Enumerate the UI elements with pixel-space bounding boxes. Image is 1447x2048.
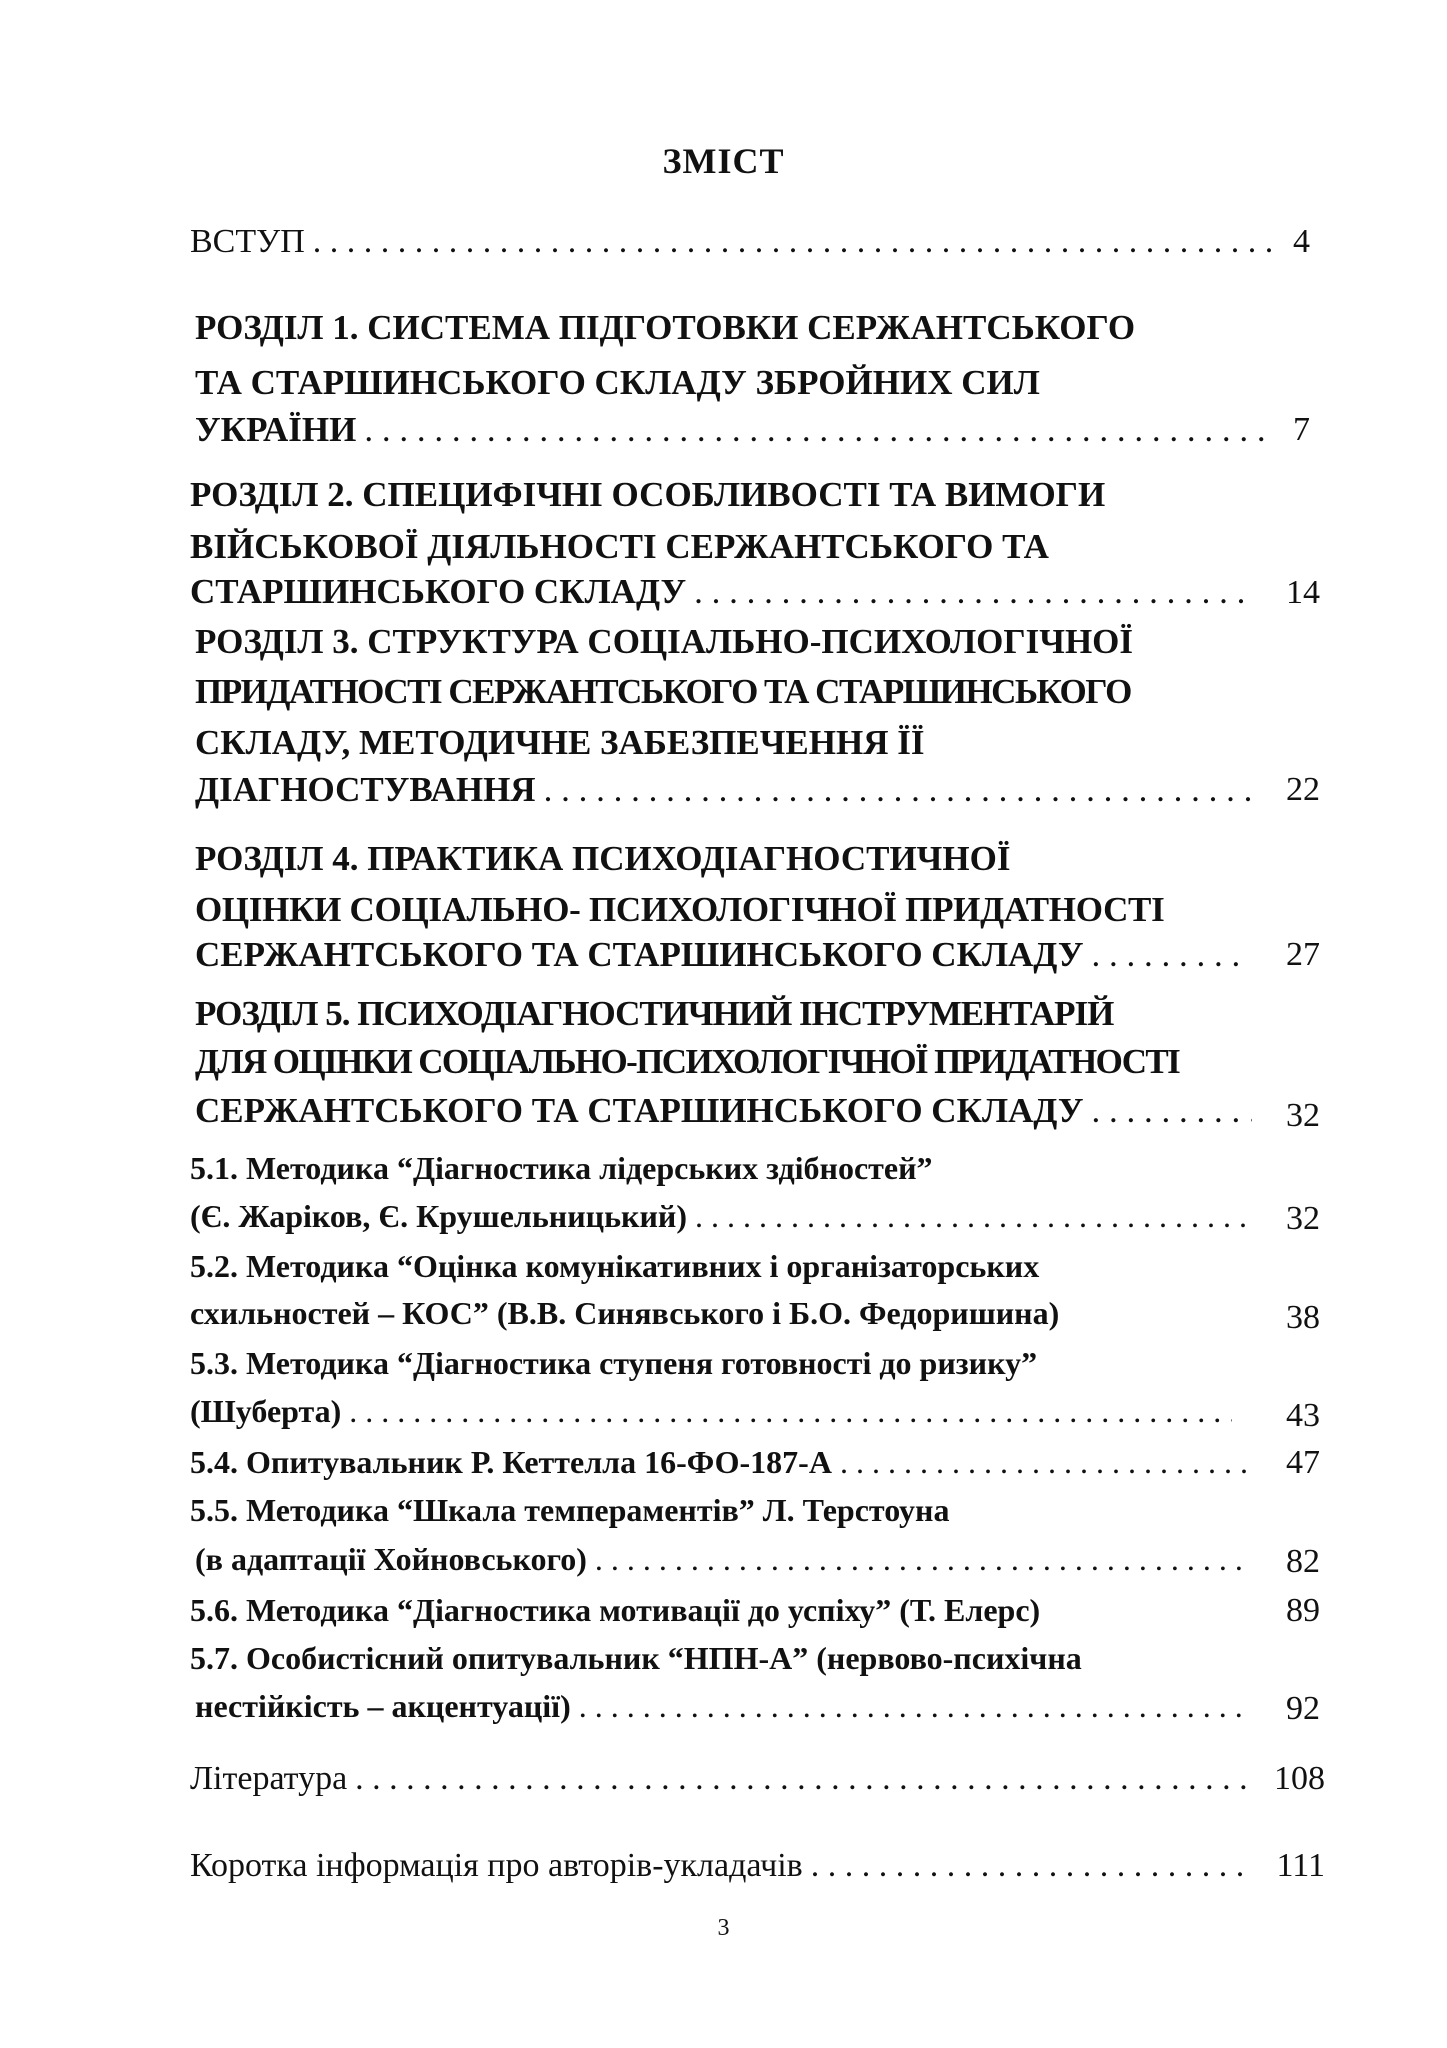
toc-entry-line [195, 935, 1255, 981]
toc-title: ЗМІСТ [662, 141, 785, 181]
dot-leader [695, 1198, 1247, 1235]
toc-entry-label: 5.2. Методика “Оцінка комунікативних і організаторських [190, 1248, 1040, 1284]
page-number: 3 [717, 1915, 730, 1941]
toc-entry-line [195, 1688, 1255, 1734]
dot-leader [349, 1393, 1232, 1430]
toc-page-number: 4 [1293, 223, 1310, 260]
dot-leader [811, 1847, 1252, 1885]
toc-entry-label: СКЛАДУ, МЕТОДИЧНЕ ЗАБЕЗПЕЧЕННЯ ЇЇ [195, 723, 925, 762]
toc-entry-5-5[interactable] [190, 1492, 949, 1538]
toc-page-number: 32 [1286, 1200, 1320, 1237]
toc-entry-line [195, 1091, 1260, 1137]
toc-page-number: 82 [1286, 1543, 1320, 1580]
toc-page-number: 108 [1274, 1760, 1325, 1797]
toc-entry-label: РОЗДІЛ 4. ПРАКТИКА ПСИХОДІАГНОСТИЧНОЇ [195, 839, 1011, 878]
dot-leader [364, 410, 1272, 450]
toc-page-number: 111 [1276, 1847, 1325, 1884]
dot-leader [544, 770, 1252, 810]
toc-entry-line [190, 1198, 1255, 1244]
toc-entry-label: ТА СТАРШИНСЬКОГО СКЛАДУ ЗБРОЙНИХ СИЛ [195, 363, 1040, 402]
toc-entry-label: ДІАГНОСТУВАННЯ [195, 770, 536, 809]
toc-entry-label: РОЗДІЛ 1. СИСТЕМА ПІДГОТОВКИ СЕРЖАНТСЬКОГО [195, 308, 1136, 347]
toc-entry-5-4[interactable] [190, 1444, 1255, 1490]
toc-entry-label: 5.6. Методика “Діагностика мотивації до успіху” (Т. Елерс) [190, 1592, 1041, 1628]
toc-entry-chapter-2[interactable] [190, 475, 1105, 521]
toc-page-number: 38 [1286, 1299, 1320, 1336]
toc-page-number: 47 [1286, 1444, 1320, 1481]
toc-entry-intro[interactable] [190, 223, 1280, 269]
dot-leader [313, 223, 1272, 261]
toc-entry-chapter-3[interactable] [195, 622, 1133, 668]
toc-entry-5-6[interactable] [190, 1592, 1040, 1638]
toc-entry-line [195, 1541, 1255, 1587]
toc-entry-label: (Є. Жаріков, Є. Крушельницький) [190, 1198, 687, 1234]
toc-page-number: 89 [1286, 1592, 1320, 1629]
toc-entry-line [195, 410, 1280, 456]
toc-entry-line [190, 1393, 1240, 1439]
toc-entry-label: Література [190, 1760, 348, 1797]
toc-entry-line [195, 1042, 1179, 1088]
dot-leader [595, 1541, 1247, 1578]
toc-entry-label: СЕРЖАНТСЬКОГО ТА СТАРШИНСЬКОГО СКЛАДУ [195, 1091, 1084, 1130]
toc-entry-5-2[interactable] [190, 1248, 1039, 1294]
toc-entry-label: УКРАЇНИ [195, 410, 357, 449]
toc-entry-line [190, 527, 1049, 573]
toc-entry-label: 5.7. Особистісний опитувальник “НПН-А” (нервово-психічна [190, 1640, 1082, 1676]
toc-entry-label: РОЗДІЛ 3. СТРУКТУРА СОЦІАЛЬНО-ПСИХОЛОГІЧНОЇ [195, 622, 1134, 661]
toc-entry-label: нестійкість – акцентуації) [195, 1688, 571, 1724]
dot-leader [579, 1688, 1247, 1725]
toc-entry-chapter-5[interactable] [195, 994, 1113, 1040]
toc-entry-label: РОЗДІЛ 5. ПСИХОДІАГНОСТИЧНИЙ ІНСТРУМЕНТАРІЙ [195, 994, 1114, 1033]
toc-entry-label: схильностей – КОС” (В.В. Синявського і Б.О. Федоришина) [190, 1295, 1060, 1331]
toc-entry-authors[interactable] [190, 1847, 1260, 1893]
dot-leader [694, 572, 1252, 612]
toc-entry-label: 5.5. Методика “Шкала темпераментів” Л. Терстоуна [190, 1492, 950, 1528]
dot-leader [1092, 935, 1247, 975]
toc-entry-line [190, 572, 1260, 618]
dot-leader [355, 1760, 1252, 1798]
toc-page-number: 43 [1286, 1397, 1320, 1434]
toc-page-number: 32 [1286, 1097, 1320, 1134]
toc-entry-line [195, 890, 1164, 936]
toc-entry-chapter-1[interactable] [195, 308, 1135, 354]
dot-leader [840, 1444, 1247, 1481]
toc-entry-label: ПРИДАТНОСТІ СЕРЖАНТСЬКОГО ТА СТАРШИНСЬКОГО [195, 672, 1131, 711]
toc-page-number: 14 [1286, 574, 1320, 611]
toc-entry-label: ВСТУП [190, 223, 305, 260]
toc-page-number: 7 [1293, 411, 1310, 448]
toc-entry-label: (Шуберта) [190, 1393, 342, 1429]
toc-entry-line [195, 672, 1131, 718]
toc-page-number: 92 [1286, 1690, 1320, 1727]
toc-page-number: 27 [1286, 936, 1320, 973]
toc-entry-label: СЕРЖАНТСЬКОГО ТА СТАРШИНСЬКОГО СКЛАДУ [195, 935, 1084, 974]
toc-entry-label: ДЛЯ ОЦІНКИ СОЦІАЛЬНО-ПСИХОЛОГІЧНОЇ ПРИДАТНОСТІ [195, 1042, 1180, 1081]
toc-entry-label: 5.3. Методика “Діагностика ступеня готовності до ризику” [190, 1345, 1038, 1381]
toc-entry-chapter-4[interactable] [195, 839, 1010, 885]
toc-entry-line [195, 770, 1260, 816]
toc-entry-label: ОЦІНКИ СОЦІАЛЬНО- ПСИХОЛОГІЧНОЇ ПРИДАТНОСТІ [195, 890, 1165, 929]
dot-leader [1092, 1091, 1252, 1131]
toc-entry-label: Коротка інформація про авторів-укладачів [190, 1847, 803, 1884]
toc-entry-label: (в адаптації Хойновського) [195, 1541, 587, 1577]
toc-entry-label: 5.1. Методика “Діагностика лідерських здібностей” [190, 1150, 933, 1186]
toc-entry-references[interactable] [190, 1760, 1260, 1806]
toc-entry-5-7[interactable] [190, 1640, 1082, 1686]
toc-entry-label: РОЗДІЛ 2. СПЕЦИФІЧНІ ОСОБЛИВОСТІ ТА ВИМОГИ [190, 475, 1106, 514]
toc-entry-line [190, 1295, 1059, 1341]
toc-entry-line [195, 363, 1040, 409]
toc-entry-5-3[interactable] [190, 1345, 1037, 1391]
toc-entry-label: СТАРШИНСЬКОГО СКЛАДУ [190, 572, 687, 611]
toc-entry-label: 5.4. Опитувальник Р. Кеттелла 16-ФО-187-А [190, 1444, 832, 1480]
toc-entry-line [195, 723, 925, 769]
toc-entry-label: ВІЙСЬКОВОЇ ДІЯЛЬНОСТІ СЕРЖАНТСЬКОГО ТА [190, 527, 1049, 566]
toc-page-number: 22 [1286, 771, 1320, 808]
toc-entry-5-1[interactable] [190, 1150, 933, 1196]
